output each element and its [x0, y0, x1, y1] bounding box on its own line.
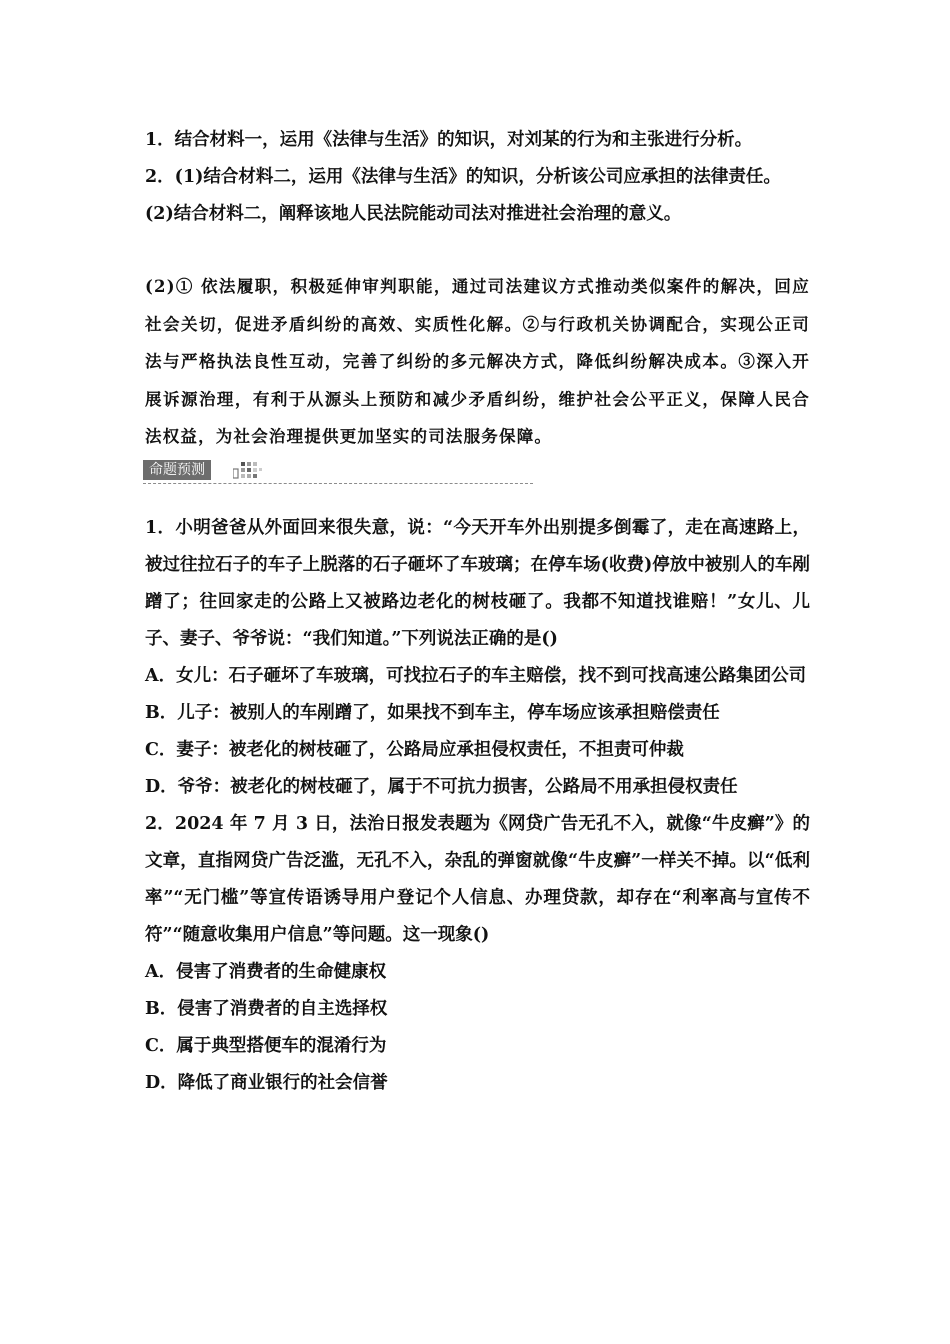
- dashed-divider: [143, 483, 533, 484]
- answer-paragraph: [145, 268, 810, 456]
- section-banner: [143, 458, 533, 486]
- grid-dots-icon: [233, 461, 263, 479]
- question-stem: 2．2024 年 7 月 3 日，法治日报发表题为《网贷广告无孔不入，就像“牛皮癣”》的文章，直指网贷广告泛滥，无孔不入，杂乱的弹窗就像“牛皮癣”一样关不掉。以“低利率”“无门槛”等宣传语诱导用户登记个人信息、办理贷款，却存在“利率高与宣传不符”“随意收集用户信息”等问题。这一现象(): [145, 814, 810, 945]
- option-b: B．侵害了消费者的自主选择权: [145, 999, 388, 1019]
- review-questions: [145, 122, 810, 233]
- option-d: D．爷爷：被老化的树枝砸了，属于不可抗力损害，公路局不用承担侵权责任: [145, 777, 738, 797]
- prediction-questions: [145, 510, 810, 1102]
- question-stem: 1．小明爸爸从外面回来很失意，说：“今天开车外出别提多倒霉了，走在高速路上，被过往拉石子的车子上脱落的石子砸坏了车玻璃；在停车场(收费)停放中被别人的车剐蹭了；往回家走的公路上又被路边老化的树枝砸了。我都不知道找谁赔！”女儿、儿子、妻子、爷爷说：“我们知道。”下列说法正确的是(): [145, 518, 810, 649]
- question-2-part-2: (2)结合材料二，阐释该地人民法院能动司法对推进社会治理的意义。: [145, 204, 682, 224]
- answer-text: (2)① 依法履职，积极延伸审判职能，通过司法建议方式推动类似案件的解决，回应社会关切，促进矛盾纠纷的高效、实质性化解。②与行政机关协调配合，实现公正司法与严格执法良性互动，完善了纠纷的多元解决方式，降低纠纷解决成本。③深入开展诉源治理，有利于从源头上预防和减少矛盾纠纷，维护社会公平正义，保障人民合法权益，为社会治理提供更加坚实的司法服务保障。: [145, 277, 810, 446]
- question-2-part-1: 2．(1)结合材料二，运用《法律与生活》的知识，分析该公司应承担的法律责任。: [145, 167, 781, 187]
- option-d: D．降低了商业银行的社会信誉: [145, 1073, 388, 1093]
- option-c: C．属于典型搭便车的混淆行为: [145, 1036, 387, 1056]
- option-b: B．儿子：被别人的车剐蹭了，如果找不到车主，停车场应该承担赔偿责任: [145, 703, 720, 723]
- banner-label: 命题预测: [143, 460, 211, 480]
- option-a: A．女儿：石子砸坏了车玻璃，可找拉石子的车主赔偿，找不到可找高速公路集团公司: [145, 666, 807, 686]
- option-a: A．侵害了消费者的生命健康权: [145, 962, 387, 982]
- option-c: C．妻子：被老化的树枝砸了，公路局应承担侵权责任，不担责可仲裁: [145, 740, 684, 760]
- question-1: 1．结合材料一，运用《法律与生活》的知识，对刘某的行为和主张进行分析。: [145, 130, 753, 150]
